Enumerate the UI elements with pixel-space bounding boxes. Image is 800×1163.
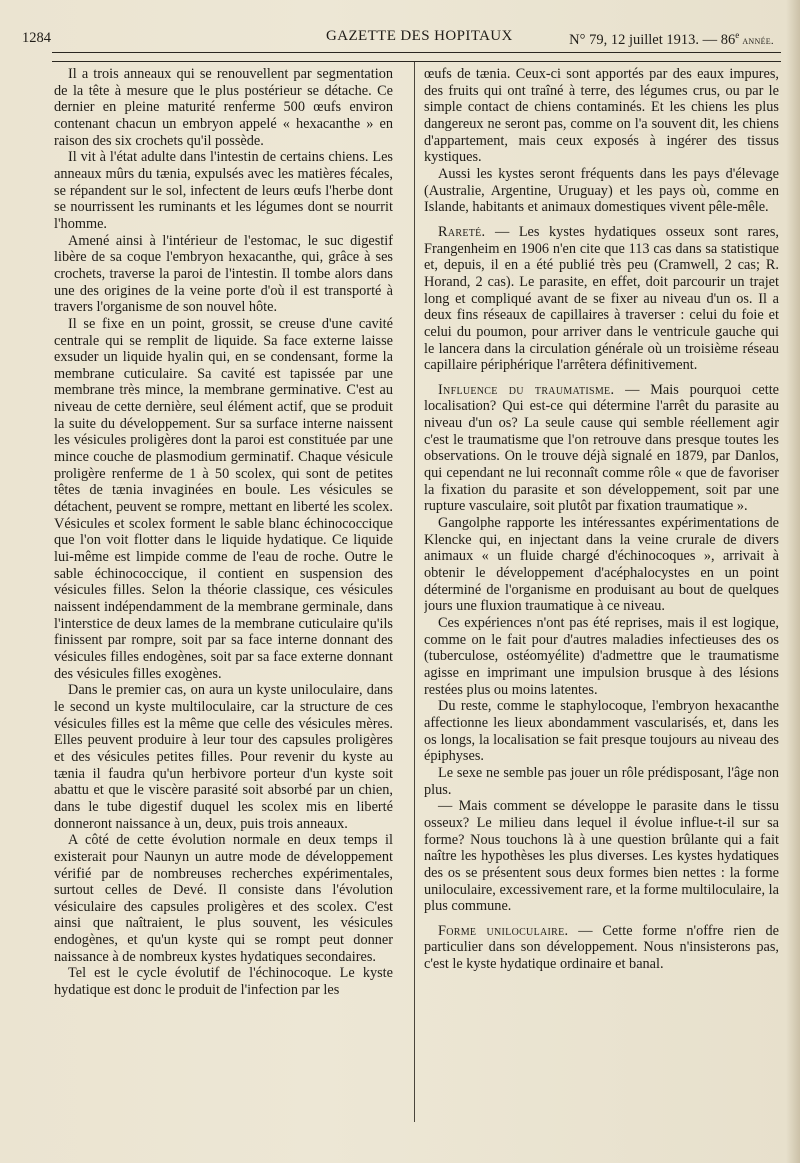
section-text: — Cette forme n'offre rien de particulier dans son développement. Nous n'insisterons pas, c'est le kyste hydatique ordinaire et banal. bbox=[424, 922, 779, 973]
section-heading: Influence du traumatisme. bbox=[438, 381, 615, 398]
paragraph: Gangolphe rapporte les intéressantes expérimentations de Klencke qui, en injectant dans la veine crurale de divers animaux « un fluide chargé d'échinocoques », arrivait à obtenir le développement d'acéphalocystes en un point déterminé de l'organisme en produisant au bout de quelques jours une fluxion traumatique à ce niveau. bbox=[424, 515, 779, 615]
left-column bbox=[54, 66, 393, 1126]
paragraph: — Mais comment se développe le parasite dans le tissu osseux? Le milieu dans lequel il évolue influe-t-il sur sa forme? Nous touchons là à une question brûlante qui a fait naître les hypothèses les plus diverses. Les kystes hydatiques des os se présentent sous deux formes bien nettes : la forme uniloculaire, excessivement rare, et la forme multiloculaire, la plus commune. bbox=[424, 798, 779, 915]
paragraph: Amené ainsi à l'intérieur de l'estomac, le suc digestif libère de sa coque l'embryon hexacanthe, qui, grâce à ses crochets, traverse la paroi de l'intestin. Il tombe alors dans une des origines de la veine porte d'où il est transporté à travers l'organisme de son nouvel hôte. bbox=[54, 232, 393, 316]
section-heading: Forme uniloculaire. bbox=[438, 922, 569, 939]
section-text: — Mais pourquoi cette localisation? Qui est-ce qui détermine l'arrêt du parasite au niveau d'un os? La seule cause qui semble réellement agir c'est le traumatisme que l'on retrouve dans presque toutes les observations. On le trouve déjà signalé en 1879, par Danlos, qui cependant ne lui reconnaît comme rôle « que de favoriser la fixation du parasite et son développement, soit par une rupture vasculaire, soit plutôt par fixation traumatique ». bbox=[424, 381, 779, 515]
header-rule-thin bbox=[52, 61, 781, 62]
paragraph: Ces expériences n'ont pas été reprises, mais il est logique, comme on le fait pour d'autres maladies infectieuses des os (tuberculose, ostéomyélite) d'admettre que le traumatisme agisse en imprimant une impulsion brusque à des lésions restées plus ou moins latentes. bbox=[424, 615, 779, 698]
section-text: — Les kystes hydatiques osseux sont rares, Frangenheim en 1906 n'en cite que 113 cas dans sa statistique et, depuis, il en a été publié très peu (Cramwell, 2 cas; R. Horand, 2 cas). Le parasite, en effet, doit parcourir un trajet long et compliqué avant de se fixer au niveau d'un os. Il a deux fins réseaux de capillaires à traverser : celui du foie et celui du poumon, pour arriver dans le ventricule gauche qui le lancera dans la circulation générale où un troisième réseau capillaire périphérique l'arrêtera définitivement. bbox=[424, 223, 779, 374]
page-number: 1284 bbox=[22, 30, 51, 46]
header-rule bbox=[52, 52, 781, 53]
paragraph: Il se fixe en un point, grossit, se creuse d'une cavité centrale qui se remplit de liquide. Sa face externe laisse exsuder un liquide hyalin qui, en se condensant, forme la membrane cuticulaire. Sa cavité est tapissée par une membrane très mince, la membrane germinative. C'est au niveau de cette dernière, seul élément actif, que se produit la suite du développement. Sur sa surface interne naissent les vésicules proligères dont la paroi est constituée par une mince couche de plasmodium germinatif. Chaque vésicule proligère renferme de 1 à 50 scolex, qui sont de petites têtes de tænia invaginées en boule. Les vésicules se détachent, peuvent se rompre, mettant en liberté les scolex. Vésicules et scolex forment le sable blanc échinococcique que l'on voit flotter dans le liquide hydatique. Ce liquide lui-même est limpide comme de l'eau de roche. Outre le sable échinococcique, il contient en suspension des vésicules filles. Selon la théorie classique, ces vésicules naissent indépendamment de la membrane germinale, dans l'interstice de deux lames de la membrane cuticulaire qu'ils finissent par rompre, soit par sa face interne donnant des vésicules filles endogènes, soit par sa face externe donnant des vésicules filles exogènes. bbox=[54, 315, 393, 682]
paragraph: Le sexe ne semble pas jouer un rôle prédisposant, l'âge non plus. bbox=[424, 764, 779, 798]
section-forme bbox=[424, 923, 779, 973]
section-heading: Rareté. bbox=[438, 223, 486, 240]
paragraph: Dans le premier cas, on aura un kyste uniloculaire, dans le second un kyste multiloculaire, car la structure de ces vésicules filles est la même que celle des vésicules mères. Elles peuvent produire à leur tour des capsules proligères et des vésicules petites filles. Pour revenir du kyste au tænia il faudra qu'un herbivore porteur d'un kyste soit abattu et que le viscère parasité soit absorbé par un chien, dans le tube digestif duquel les scolex mis en liberté donneront naissance à un, deux, puis trois anneaux. bbox=[54, 682, 393, 832]
right-column bbox=[424, 66, 779, 1126]
issue-sup: e bbox=[735, 30, 740, 40]
paragraph: A côté de cette évolution normale en deux temps il existerait pour Naunyn un autre mode de développement vérifié par de nombreuses recherches expérimentales, surtout celles de Devé. Il consiste dans l'évolution vésiculaire des capsules proligères et des scolex. C'est ainsi que naîtraient, le plus souvent, les vésicules endogènes, et qu'un kyste qui se rompt peut donner naissance à de nombreux kystes hydatiques secondaires. bbox=[54, 832, 393, 965]
running-header bbox=[22, 26, 780, 50]
page-edge-shadow bbox=[786, 0, 800, 1163]
issue-tail: année. bbox=[739, 34, 774, 47]
section-influence bbox=[424, 382, 779, 515]
issue-info bbox=[569, 30, 774, 49]
paragraph: Tel est le cycle évolutif de l'échinocoque. Le kyste hydatique est donc le produit de l'infection par les bbox=[54, 965, 393, 999]
journal-title: GAZETTE DES HOPITAUX bbox=[326, 28, 513, 44]
paragraph: Aussi les kystes seront fréquents dans les pays d'élevage (Australie, Argentine, Uruguay) et les pays où, comme en Islande, habitants et animaux domestiques vivent pêle-mêle. bbox=[424, 165, 779, 216]
column-divider bbox=[414, 62, 415, 1122]
paragraph: Du reste, comme le staphylocoque, l'embryon hexacanthe affectionne les lieux abondamment vascularisés, et, dans les os longs, la localisation se fait presque toujours au niveau des épiphyses. bbox=[424, 698, 779, 765]
section-rarete bbox=[424, 224, 779, 374]
paragraph: œufs de tænia. Ceux-ci sont apportés par des eaux impures, des fruits qui ont traîné à terre, des légumes crus, ou par le simple contact de chiens contaminés. Et les chiens les plus dangereux ne seront pas, comme on l'a souvent dit, les chiens d'appartement, mais ceux exposés à ingérer des tissus kystiques. bbox=[424, 66, 779, 166]
paragraph: Il a trois anneaux qui se renouvellent par segmentation de la tête à mesure que le plus postérieur se détache. Ce dernier en pleine maturité renferme 500 œufs environ contenant chacun un embryon appelé « hexacanthe » en raison des six crochets qu'il possède. bbox=[54, 66, 393, 149]
issue-text: N° 79, 12 juillet 1913. — 86 bbox=[569, 31, 736, 48]
paragraph: Il vit à l'état adulte dans l'intestin de certains chiens. Les anneaux mûrs du tænia, expulsés avec les matières fécales, se répandent sur le sol, infectent de leurs œufs l'herbe dont se nourrissent les ruminants et les légumes dont se nourrit l'homme. bbox=[54, 149, 393, 232]
